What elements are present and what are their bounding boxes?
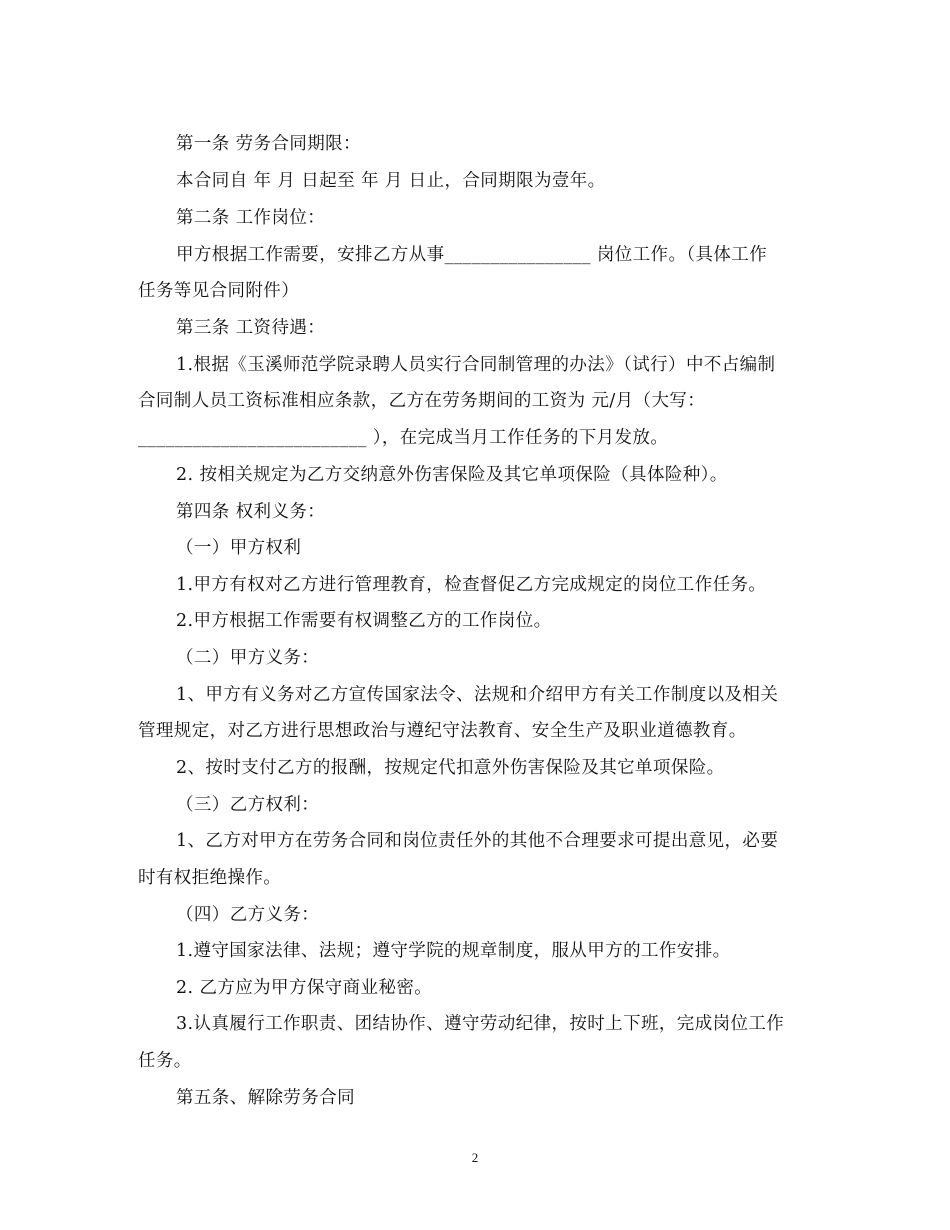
paragraph-line: 合同制人员工资标准相应条款，乙方在劳务期间的工资为 元/月（大写： bbox=[138, 391, 706, 411]
section-heading: （一）甲方权利 bbox=[176, 538, 302, 558]
paragraph-line: 任务等见合同附件） bbox=[138, 281, 300, 301]
article-1-heading: 第一条 劳务合同期限： bbox=[176, 134, 361, 154]
section-heading: （三）乙方权利： bbox=[176, 795, 320, 815]
paragraph-line: 2. 乙方应为甲方保守商业秘密。 bbox=[176, 978, 433, 998]
paragraph-line: 1、乙方对甲方在劳务合同和岗位责任外的其他不合理要求可提出意见，必要 bbox=[176, 831, 779, 851]
article-4-heading: 第四条 权利义务： bbox=[176, 502, 326, 522]
paragraph-line: 2.甲方根据工作需要有权调整乙方的工作岗位。 bbox=[176, 611, 552, 631]
paragraph-line: _________________________ ），在完成当月工作任务的下月发放。 bbox=[138, 428, 669, 448]
paragraph-line: 1.甲方有权对乙方进行管理教育，检查督促乙方完成规定的岗位工作任务。 bbox=[176, 575, 767, 595]
paragraph-line: 1.根据《玉溪师范学院录聘人员实行合同制管理的办法》（试行）中不占编制 bbox=[176, 355, 776, 375]
page-number: 2 bbox=[471, 1150, 479, 1165]
paragraph-line: 1、甲方有义务对乙方宣传国家法令、法规和介绍甲方有关工作制度以及相关 bbox=[176, 685, 779, 705]
article-3-heading: 第三条 工资待遇： bbox=[176, 318, 326, 338]
paragraph-line: 时有权拒绝操作。 bbox=[138, 868, 282, 888]
paragraph-line: 本合同自 年 月 日起至 年 月 日止，合同期限为壹年。 bbox=[176, 171, 606, 191]
section-heading: （二）甲方义务： bbox=[176, 648, 320, 668]
paragraph-line: 2、按时支付乙方的报酬，按规定代扣意外伤害保险及其它单项保险。 bbox=[176, 758, 725, 778]
paragraph-line: 甲方根据工作需要，安排乙方从事________________ 岗位工作。（具体工作 bbox=[176, 245, 768, 265]
article-5-heading: 第五条、解除劳务合同 bbox=[176, 1088, 355, 1108]
section-heading: （四）乙方义务： bbox=[176, 905, 320, 925]
paragraph-line: 任务。 bbox=[138, 1051, 192, 1071]
article-2-heading: 第二条 工作岗位： bbox=[176, 208, 326, 228]
paragraph-line: 3.认真履行工作职责、团结协作、遵守劳动纪律，按时上下班，完成岗位工作 bbox=[176, 1014, 785, 1034]
paragraph-line: 1.遵守国家法律、法规；遵守学院的规章制度，服从甲方的工作安排。 bbox=[176, 941, 731, 961]
paragraph-line: 管理规定，对乙方进行思想政治与遵纪守法教育、安全生产及职业道德教育。 bbox=[138, 721, 747, 741]
paragraph-line: 2. 按相关规定为乙方交纳意外伤害保险及其它单项保险（具体险种）。 bbox=[176, 465, 728, 485]
